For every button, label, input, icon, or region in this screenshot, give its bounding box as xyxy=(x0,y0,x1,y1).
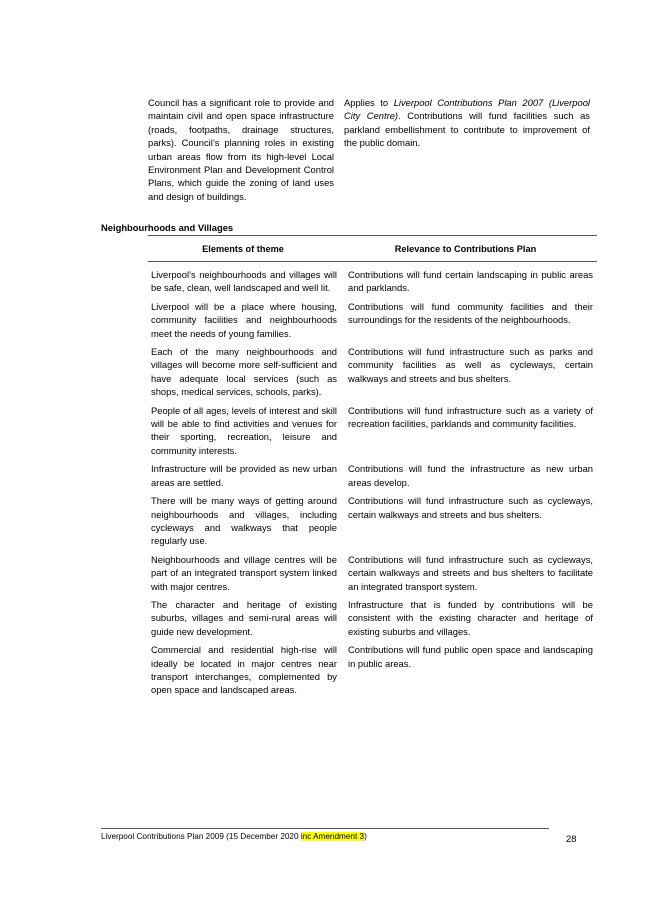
relevance-cell: Contributions will fund infrastructure such as parks and community facilities as well as cycleways, certain walkways and streets and bus shelters. xyxy=(348,346,593,384)
relevance-cell: Contributions will fund the infrastructure as new urban areas develop. xyxy=(348,463,593,488)
table-row xyxy=(148,598,597,638)
plan-title-italic: Liverpool Contributions Plan 2007 (Liverpool City Centre) xyxy=(344,97,590,122)
table-body xyxy=(148,268,597,697)
table-row xyxy=(148,268,597,295)
table-header xyxy=(148,235,597,262)
council-role-text: Council has a significant role to provide and maintain civil and open space infrastructure (roads, footpaths, drainage structures, parks). Council’s planning roles in existing urban areas flow from its high-level Local Environment Plan and Development Control Plans, which guide the zoning of land uses and design of buildings. xyxy=(148,97,334,202)
footer-close: ) xyxy=(364,832,367,841)
table-row xyxy=(148,643,597,697)
relevance-cell: Contributions will fund certain landscaping in public areas and parklands. xyxy=(348,269,593,294)
relevance-prefix: Applies to xyxy=(344,97,394,108)
element-cell: There will be many ways of getting around neighbourhoods and villages, including cycleways and walkways that people regularly use. xyxy=(151,495,337,547)
relevance-cell: Infrastructure that is funded by contributions will be consistent with the existing character and heritage of existing suburbs and villages. xyxy=(348,598,593,637)
element-cell: Infrastructure will be provided as new urban areas are settled. xyxy=(151,463,337,488)
footer-label: Liverpool Contributions Plan 2009 (15 December 2020 xyxy=(101,832,301,841)
section-heading: Neighbourhoods and Villages xyxy=(101,222,234,233)
element-cell: Neighbourhoods and village centres will be part of an integrated transport system linked with major centres. xyxy=(151,553,337,592)
relevance-cell: Contributions will fund public open space and landscaping in public areas. xyxy=(348,644,593,669)
contributions-relevance-text xyxy=(344,96,590,203)
continued-table-row xyxy=(148,96,594,203)
relevance-cell: Contributions will fund infrastructure such as cycleways, certain walkways and streets and bus shelters. xyxy=(348,495,593,520)
relevance-cell: Contributions will fund community facilities and their surroundings for the residents of the neighbourhoods. xyxy=(348,300,593,326)
relevance-cell: Contributions will fund infrastructure such as a variety of recreation facilities, parklands and community facilities. xyxy=(348,404,593,430)
header-elements-of-theme: Elements of theme xyxy=(202,243,284,254)
footer-divider xyxy=(101,828,549,829)
element-cell: Liverpool will be a place where housing, community facilities and neighbourhoods meet the needs of young families. xyxy=(151,300,337,339)
page-number: 28 xyxy=(566,833,577,844)
relevance-cell: Contributions will fund infrastructure such as cycleways, certain walkways and streets and bus shelters to facilitate an integrated transport system. xyxy=(348,553,593,592)
footer-highlight: inc Amendment 3 xyxy=(300,832,365,841)
table-row xyxy=(148,553,597,593)
table-row xyxy=(148,404,597,458)
theme-table xyxy=(148,235,597,702)
relevance-suffix: . Contributions will fund facilities such as parkland embellishment to contribute to improvement of the public domain. xyxy=(344,110,590,149)
element-cell: Commercial and residential high-rise will ideally be located in major centres near transport interchanges, complemented by open space and landscaped areas. xyxy=(151,644,337,696)
table-row xyxy=(148,494,597,548)
header-relevance: Relevance to Contributions Plan xyxy=(394,243,537,254)
element-cell: Liverpool’s neighbourhoods and villages will be safe, clean, well landscaped and well lit. xyxy=(151,269,337,294)
table-row xyxy=(148,345,597,399)
element-cell: The character and heritage of existing suburbs, villages and semi-rural areas will guide new development. xyxy=(151,598,337,637)
table-row xyxy=(148,300,597,340)
element-cell: Each of the many neighbourhoods and villages will become more self-sufficient and have adequate local services (such as shops, medical services, schools, parks). xyxy=(151,346,337,398)
footer-text xyxy=(101,832,367,841)
element-cell: People of all ages, levels of interest and skill will be able to find activities and venues for their sporting, recreation, leisure and community interests. xyxy=(151,404,337,456)
table-row xyxy=(148,462,597,489)
